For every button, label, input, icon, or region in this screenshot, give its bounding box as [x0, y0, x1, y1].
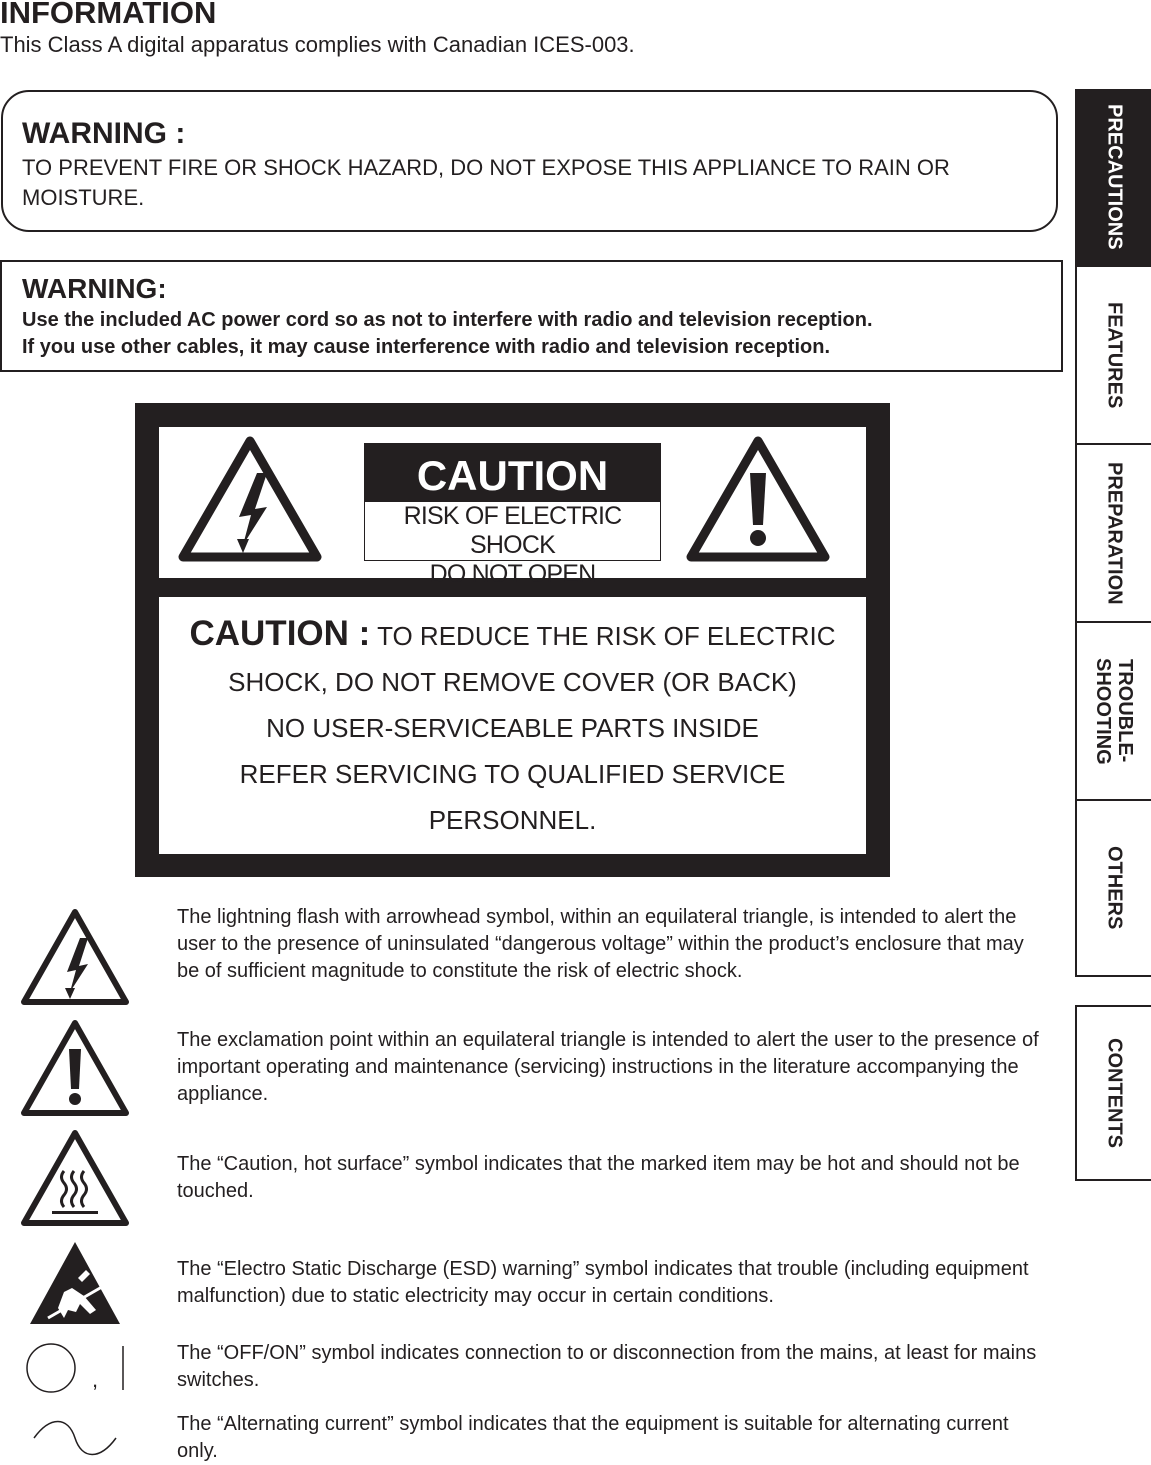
- caution-line: PERSONNEL.: [428, 805, 597, 835]
- warning-box-power-cord: [0, 260, 1063, 372]
- caution-label-top: [159, 427, 866, 588]
- compliance-statement: This Class A digital apparatus complies with Canadian ICES-003.: [0, 32, 635, 57]
- caution-line: NO USER-SERVICEABLE PARTS INSIDE: [266, 713, 759, 743]
- tab-others[interactable]: OTHERS: [1075, 801, 1151, 977]
- hot-surface-icon: [18, 1127, 132, 1229]
- off-on-separator: ,: [92, 1367, 99, 1392]
- tab-precautions[interactable]: PRECAUTIONS: [1075, 89, 1151, 267]
- warning-heading: WARNING :: [22, 117, 186, 150]
- warning-text: TO PREVENT FIRE OR SHOCK HAZARD, DO NOT EXPOSE THIS APPLIANCE TO RAIN OR MOISTURE.: [22, 155, 950, 210]
- alternating-current-description: The “Alternating current” symbol indicates that the equipment is suitable for alternating current only.: [177, 1413, 1009, 1462]
- caution-line: TO REDUCE THE RISK OF ELECTRIC: [377, 621, 836, 651]
- alternating-current-icon: [30, 1420, 120, 1456]
- tab-troubleshooting[interactable]: TROUBLE- SHOOTING: [1075, 623, 1151, 801]
- caution-plate: [364, 443, 661, 588]
- exclamation-symbol-description: The exclamation point within an equilateral triangle is intended to alert the user to the presence of important operating and maintenance (servicing) instructions in the literature accompanying the appliance.: [177, 1029, 1039, 1105]
- caution-label: [135, 403, 890, 877]
- on-symbol-icon: [120, 1346, 126, 1390]
- lightning-symbol-description: The lightning flash with arrowhead symbol, within an equilateral triangle, is intended to alert the user to the presence of uninsulated “dangerous voltage” within the product’s enclosure that may be of sufficient magnitude to constitute the risk of electric shock.: [177, 906, 1024, 982]
- hot-surface-symbol-description: The “Caution, hot surface” symbol indicates that the marked item may be hot and should not be touched.: [177, 1153, 1020, 1202]
- caution-label-bottom: [159, 597, 866, 854]
- caution-lead: CAUTION :: [189, 614, 371, 653]
- esd-symbol-description: The “Electro Static Discharge (ESD) warning” symbol indicates that trouble (including equipment malfunction) due to static electricity may occur in certain conditions.: [177, 1258, 1029, 1307]
- tab-preparation[interactable]: PREPARATION: [1075, 445, 1151, 623]
- warning-line: If you use other cables, it may cause interference with radio and television reception.: [22, 336, 831, 358]
- warning-line: Use the included AC power cord so as not to interfere with radio and television reception.: [22, 309, 873, 331]
- lightning-triangle-icon: [18, 906, 132, 1008]
- off-symbol-icon: [24, 1342, 80, 1396]
- exclamation-triangle-icon: [18, 1017, 132, 1119]
- off-on-symbol-description: The “OFF/ON” symbol indicates connection to or disconnection from the mains, at least for mains switches.: [177, 1342, 1037, 1391]
- esd-warning-icon: [28, 1240, 122, 1326]
- caution-line: REFER SERVICING TO QUALIFIED SERVICE: [239, 759, 786, 789]
- lightning-warning-icon: [177, 433, 323, 563]
- warning-box-rain: [1, 90, 1058, 232]
- tab-contents[interactable]: CONTENTS: [1075, 1005, 1151, 1181]
- page-title: INFORMATION: [0, 0, 217, 30]
- exclamation-warning-icon: [685, 433, 831, 563]
- caution-plate-line: RISK OF ELECTRIC SHOCK: [403, 502, 622, 559]
- tab-features[interactable]: FEATURES: [1075, 267, 1151, 445]
- caution-line: SHOCK, DO NOT REMOVE COVER (OR BACK): [228, 667, 797, 697]
- caution-plate-title: CAUTION: [365, 444, 660, 502]
- caution-instructions: [159, 611, 866, 843]
- caution-plate-line: DO NOT OPEN: [429, 560, 596, 588]
- warning-heading: WARNING:: [22, 273, 167, 304]
